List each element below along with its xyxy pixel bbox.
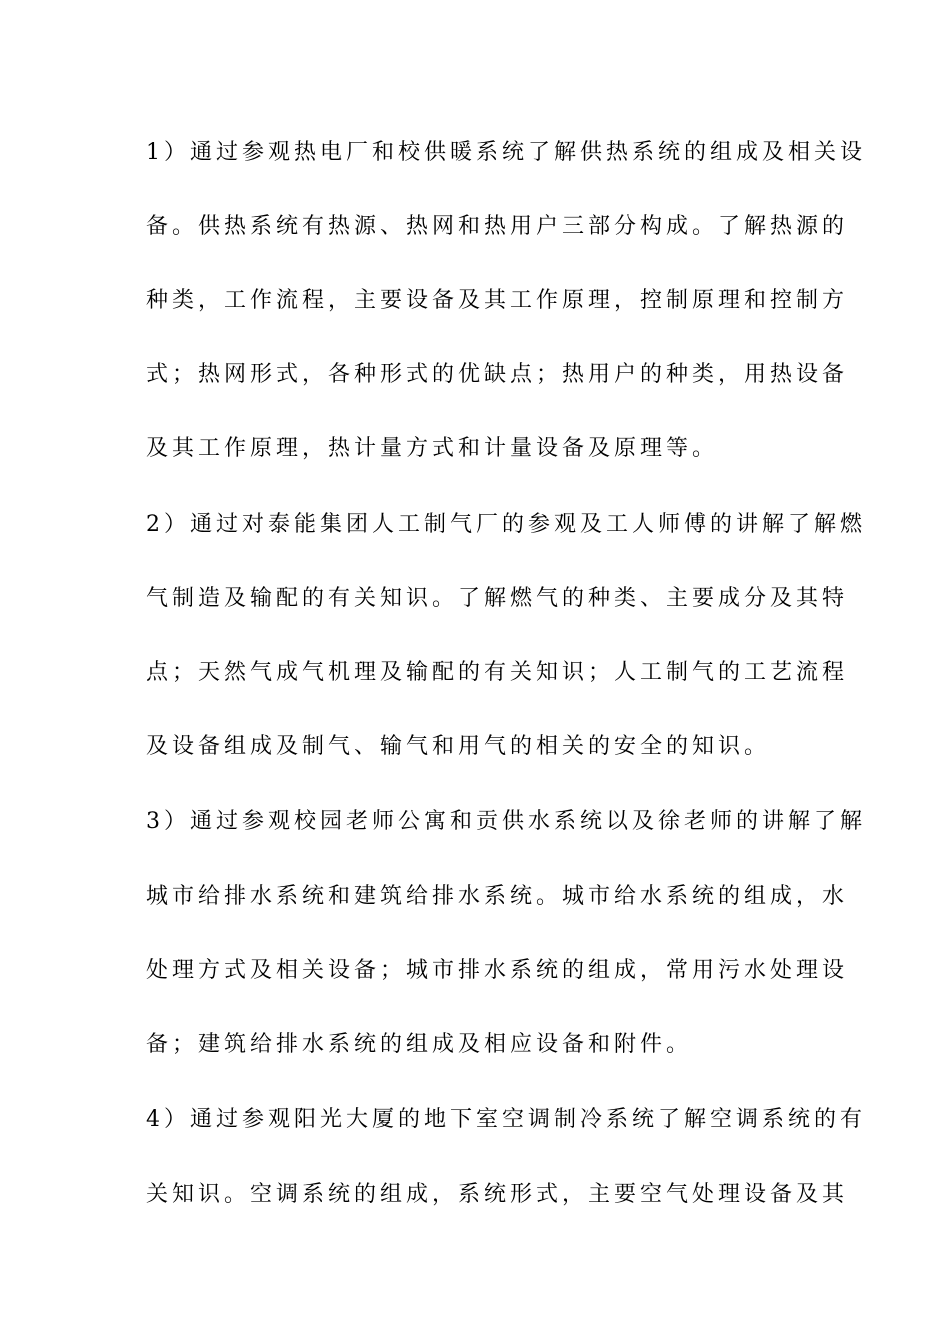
text-line: 及设备组成及制气、输气和用气的相关的安全的知识。	[146, 734, 771, 759]
text-line: 备。供热系统有热源、热网和热用户三部分构成。了解热源的	[146, 214, 849, 239]
text-line: 及其工作原理，热计量方式和计量设备及原理等。	[146, 436, 719, 461]
text-line: 城市给排水系统和建筑给排水系统。城市给水系统的组成，水	[146, 884, 849, 909]
text-line: 气制造及输配的有关知识。了解燃气的种类、主要成分及其特	[146, 586, 849, 611]
text-line: 种类，工作流程，主要设备及其工作原理，控制原理和控制方	[146, 288, 849, 313]
text-line: 处理方式及相关设备；城市排水系统的组成，常用污水处理设	[146, 958, 849, 983]
text-line: 点；天然气成气机理及输配的有关知识；人工制气的工艺流程	[146, 660, 849, 685]
text-line: 2）通过对泰能集团人工制气厂的参观及工人师傅的讲解了解燃	[146, 512, 866, 537]
text-line: 备；建筑给排水系统的组成及相应设备和附件。	[146, 1032, 693, 1057]
text-line: 关知识。空调系统的组成，系统形式，主要空气处理设备及其	[146, 1182, 849, 1207]
text-line: 3）通过参观校园老师公寓和贡供水系统以及徐老师的讲解了解	[146, 809, 866, 834]
text-line: 1）通过参观热电厂和校供暖系统了解供热系统的组成及相关设	[146, 140, 866, 165]
text-line: 4）通过参观阳光大厦的地下室空调制冷系统了解空调系统的有	[146, 1107, 866, 1132]
text-line: 式；热网形式，各种形式的优缺点；热用户的种类，用热设备	[146, 362, 849, 387]
